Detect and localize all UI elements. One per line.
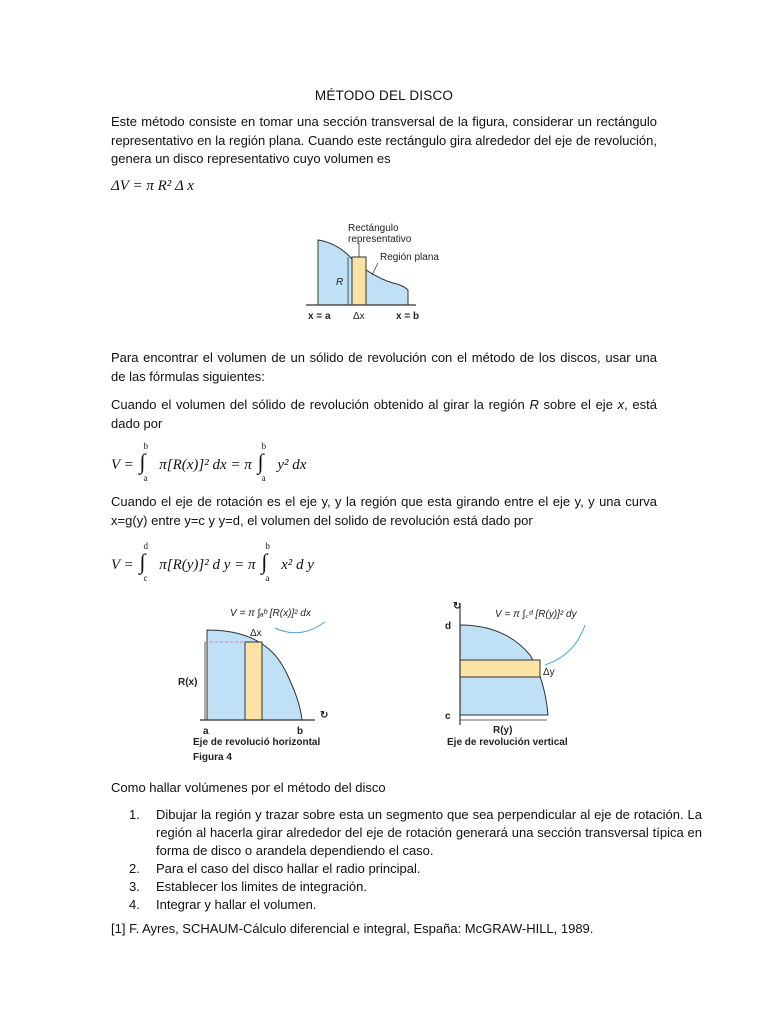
representative-rectangle xyxy=(460,660,540,677)
formula-y-lhs: V = xyxy=(111,557,134,573)
reference-citation: [1] F. Ayres, SCHAUM-Cálculo diferencial e integral, España: McGRAW-HILL, 1989. xyxy=(111,921,594,936)
para3-text-a: Cuando el volumen del sólido de revolución obtenido al girar la región xyxy=(111,397,530,412)
figure-number: Figura 4 xyxy=(193,752,232,763)
figure-horizontal-axis xyxy=(175,600,355,765)
representative-rectangle xyxy=(245,642,262,720)
caption-vertical: Eje de revolución vertical xyxy=(447,737,568,748)
formula-x-lhs: V = xyxy=(111,457,134,473)
formula-y-integrand2: x² d y xyxy=(281,557,314,573)
integral-sign: ∫ d c xyxy=(139,541,149,583)
list-item xyxy=(129,896,702,914)
upper-limit: b xyxy=(143,441,149,451)
step-text: Dibujar la región y trazar sobre esta un segmento que sea perpendicular al eje de rotación. La región al hacerla girar alrededor del eje de rotación generará una sección transversal típica en forma de disco o arandela dependiendo el caso. xyxy=(156,807,702,858)
howto-title: Como hallar volúmenes por el método del disco xyxy=(111,780,386,795)
label-c: c xyxy=(445,711,451,722)
formula-x-integrand: π[R(x)]² dx = π xyxy=(159,457,252,473)
formula-arrow xyxy=(545,625,585,665)
step-number: 3. xyxy=(129,879,140,894)
lower-limit: a xyxy=(143,473,148,483)
rotation-icon: ↻ xyxy=(453,601,462,612)
lower-limit: c xyxy=(143,573,148,583)
page-title: MÉTODO DEL DISCO xyxy=(314,88,454,103)
formula-arrow xyxy=(275,622,325,633)
representative-rectangle xyxy=(352,257,366,305)
formula-y-integrand: π[R(y)]² d y = π xyxy=(159,557,256,573)
formula-x-axis xyxy=(111,441,307,483)
formula-y-axis xyxy=(111,541,314,583)
label-R-y: R(y) xyxy=(493,725,513,736)
label-representativo: representativo xyxy=(348,234,412,245)
paragraph-x-axis xyxy=(111,396,657,433)
formula-label: V = π ∫ₐᵇ [R(x)]² dx xyxy=(230,608,311,619)
lower-limit: a xyxy=(261,473,266,483)
intro-paragraph: Este método consiste en tomar una sección transversal de la figura, considerar un rectángulo representativo en la región plana. Cuando este rectángulo gira alrededor del eje de revolución, genera un disco representativo cuyo volumen es xyxy=(111,114,657,166)
para3-text-b: sobre el eje xyxy=(538,397,618,412)
step-text: Establecer los limites de integración. xyxy=(156,879,367,894)
disc-volume-formula: ΔV = π R² Δ x xyxy=(111,178,194,194)
label-region-plana: Región plana xyxy=(380,252,439,263)
label-delta-x: Δx xyxy=(250,628,262,639)
paragraph-y-axis: Cuando el eje de rotación es el eje y, y la región que esta girando entre el eje y, y una curva x=g(y) entre y=c y y=d, el volumen del solido de revolución está dado por xyxy=(111,494,657,528)
integral-sign: ∫ b a xyxy=(257,441,267,483)
label-rectangulo: Rectángulo xyxy=(348,223,399,234)
para3-region: R xyxy=(529,397,539,412)
para3-text-c: , está dado por xyxy=(111,397,658,431)
step-number: 2. xyxy=(129,861,140,876)
label-d: d xyxy=(445,621,452,632)
label-x-b: x = b xyxy=(396,311,420,322)
label-R: R xyxy=(336,277,344,288)
step-text: Para el caso del disco hallar el radio principal. xyxy=(156,861,421,876)
upper-limit: b xyxy=(261,441,267,451)
upper-limit: d xyxy=(143,541,149,551)
label-R-x: R(x) xyxy=(178,677,198,688)
label-x-a: x = a xyxy=(308,311,331,322)
integral-sign: ∫ b a xyxy=(261,541,270,583)
region-pointer-line xyxy=(372,263,378,275)
formula-label: V = π ∫꜀ᵈ [R(y)]² dy xyxy=(495,609,577,620)
label-a: a xyxy=(203,726,209,737)
upper-limit: b xyxy=(265,541,270,551)
formula-x-integrand2: y² dx xyxy=(277,457,307,473)
steps-list xyxy=(111,806,702,914)
integral-sign: ∫ b a xyxy=(139,441,149,483)
step-number: 1. xyxy=(129,807,140,822)
step-text: Integrar y hallar el volumen. xyxy=(156,897,317,912)
label-delta-x: Δx xyxy=(353,311,365,322)
list-item xyxy=(129,806,702,860)
lower-limit: a xyxy=(265,573,270,583)
label-b: b xyxy=(297,726,304,737)
figure-disc-region xyxy=(298,215,468,330)
list-item xyxy=(129,860,702,878)
step-number: 4. xyxy=(129,897,140,912)
label-delta-y: Δy xyxy=(543,667,555,678)
list-item xyxy=(129,878,702,896)
rotation-icon: ↻ xyxy=(320,710,329,721)
figure-vertical-axis xyxy=(425,595,605,755)
para3-axis: x xyxy=(617,397,625,412)
caption-horizontal: Eje de revolució horizontal xyxy=(193,737,321,748)
paragraph-formulas: Para encontrar el volumen de un sólido de revolución con el método de los discos, usar una de las fórmulas siguientes: xyxy=(111,350,657,384)
